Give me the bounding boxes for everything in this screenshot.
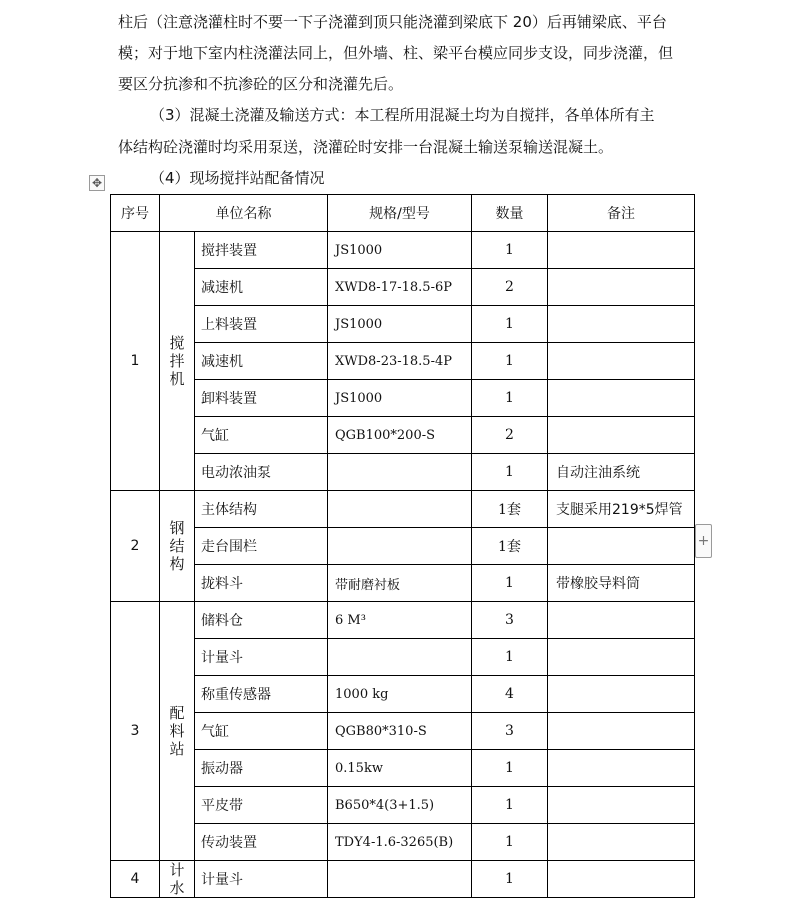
item-name: 平皮带	[195, 787, 328, 824]
item-note	[548, 232, 695, 269]
header-spec: 规格/型号	[328, 195, 472, 232]
item-note	[548, 380, 695, 417]
item-note: 自动注油系统	[548, 454, 695, 491]
move-icon[interactable]: ✥	[89, 175, 105, 191]
item-note	[548, 824, 695, 861]
equipment-table	[110, 194, 695, 898]
header-note: 备注	[548, 195, 695, 232]
item-note	[548, 528, 695, 565]
item-name: 计量斗	[195, 639, 328, 676]
table-row	[111, 713, 695, 750]
table-row	[111, 343, 695, 380]
item-name: 搅拌装置	[195, 232, 328, 269]
item-qty: 1	[472, 861, 548, 898]
item-qty: 4	[472, 676, 548, 713]
group-label-cell	[160, 232, 195, 491]
item-qty: 1	[472, 639, 548, 676]
item-spec: XWD8-17-18.5-6P	[328, 269, 472, 306]
item-name: 称重传感器	[195, 676, 328, 713]
item-spec: 6 M³	[328, 602, 472, 639]
item-spec: 1000 kg	[328, 676, 472, 713]
item-spec	[328, 491, 472, 528]
table-row	[111, 491, 695, 528]
group-label: 配料站	[169, 704, 185, 758]
item-note: 带橡胶导料筒	[548, 565, 695, 602]
item-note	[548, 787, 695, 824]
item-name: 计量斗	[195, 861, 328, 898]
item-note	[548, 861, 695, 898]
item-qty: 3	[472, 713, 548, 750]
row-number: 3	[111, 602, 160, 861]
item-note	[548, 602, 695, 639]
header-name: 单位名称	[160, 195, 328, 232]
table-row	[111, 232, 695, 269]
item-spec: JS1000	[328, 232, 472, 269]
item-note	[548, 750, 695, 787]
item-qty: 1	[472, 380, 548, 417]
item-spec: B650*4(3+1.5)	[328, 787, 472, 824]
table-row	[111, 380, 695, 417]
item-spec: XWD8-23-18.5-4P	[328, 343, 472, 380]
item-qty: 1	[472, 824, 548, 861]
paragraph-heading: （4）现场搅拌站配备情况	[150, 169, 325, 187]
table-row	[111, 454, 695, 491]
item-spec: QGB100*200-S	[328, 417, 472, 454]
item-qty: 1套	[472, 491, 548, 528]
table-body	[111, 232, 695, 898]
item-qty: 1	[472, 565, 548, 602]
table-row	[111, 824, 695, 861]
item-qty: 1	[472, 232, 548, 269]
item-qty: 3	[472, 602, 548, 639]
table-row	[111, 417, 695, 454]
table-row	[111, 528, 695, 565]
item-name: 上料装置	[195, 306, 328, 343]
table-row	[111, 750, 695, 787]
item-spec: JS1000	[328, 306, 472, 343]
group-label: 计水	[169, 861, 185, 897]
group-label: 钢结构	[169, 519, 185, 573]
row-number: 1	[111, 232, 160, 491]
table-row	[111, 639, 695, 676]
group-label-cell	[160, 491, 195, 602]
table-row	[111, 676, 695, 713]
table-row	[111, 269, 695, 306]
item-spec	[328, 639, 472, 676]
table-row	[111, 861, 695, 898]
item-name: 卸料装置	[195, 380, 328, 417]
item-qty: 1	[472, 306, 548, 343]
group-label-cell	[160, 602, 195, 861]
plus-icon[interactable]: +	[695, 524, 712, 558]
paragraph-line: （3）混凝土浇灌及输送方式：本工程所用混凝土均为自搅拌，各单体所有主	[150, 106, 655, 124]
table-row	[111, 602, 695, 639]
item-qty: 1	[472, 750, 548, 787]
item-qty: 2	[472, 269, 548, 306]
item-name: 主体结构	[195, 491, 328, 528]
item-name: 走台围栏	[195, 528, 328, 565]
group-label-cell	[160, 861, 195, 898]
table-row	[111, 787, 695, 824]
item-note	[548, 639, 695, 676]
item-note	[548, 417, 695, 454]
item-name: 气缸	[195, 417, 328, 454]
item-name: 拢料斗	[195, 565, 328, 602]
item-name: 电动浓油泵	[195, 454, 328, 491]
item-name: 减速机	[195, 343, 328, 380]
item-spec	[328, 861, 472, 898]
item-qty: 1套	[472, 528, 548, 565]
row-number: 4	[111, 861, 160, 898]
item-qty: 1	[472, 787, 548, 824]
item-name: 减速机	[195, 269, 328, 306]
item-name: 储料仓	[195, 602, 328, 639]
paragraph-line: 柱后（注意浇灌柱时不要一下子浇灌到顶只能浇灌到梁底下 20）后再铺梁底、平台	[118, 13, 667, 31]
item-note	[548, 343, 695, 380]
item-qty: 1	[472, 454, 548, 491]
paragraph-line: 要区分抗渗和不抗渗砼的区分和浇灌先后。	[118, 75, 404, 93]
row-number: 2	[111, 491, 160, 602]
group-label: 搅拌机	[169, 334, 185, 388]
item-name: 气缸	[195, 713, 328, 750]
item-note: 支腿采用219*5焊管	[548, 491, 695, 528]
table-row	[111, 565, 695, 602]
header-no: 序号	[111, 195, 160, 232]
table-row	[111, 306, 695, 343]
item-note	[548, 269, 695, 306]
paragraph-line: 模；对于地下室内柱浇灌法同上，但外墙、柱、梁平台模应同步支设，同步浇灌，但	[118, 44, 674, 62]
item-spec: QGB80*310-S	[328, 713, 472, 750]
item-name: 振动器	[195, 750, 328, 787]
item-spec: 0.15kw	[328, 750, 472, 787]
item-spec: JS1000	[328, 380, 472, 417]
item-spec: 带耐磨衬板	[328, 565, 472, 602]
item-spec: TDY4-1.6-3265(B)	[328, 824, 472, 861]
item-note	[548, 713, 695, 750]
item-spec	[328, 454, 472, 491]
item-note	[548, 306, 695, 343]
item-name: 传动装置	[195, 824, 328, 861]
item-qty: 1	[472, 343, 548, 380]
item-note	[548, 676, 695, 713]
item-qty: 2	[472, 417, 548, 454]
paragraph-line: 体结构砼浇灌时均采用泵送，浇灌砼时安排一台混凝土输送泵输送混凝土。	[118, 138, 614, 156]
header-qty: 数量	[472, 195, 548, 232]
item-spec	[328, 528, 472, 565]
table-header-row	[111, 195, 695, 232]
